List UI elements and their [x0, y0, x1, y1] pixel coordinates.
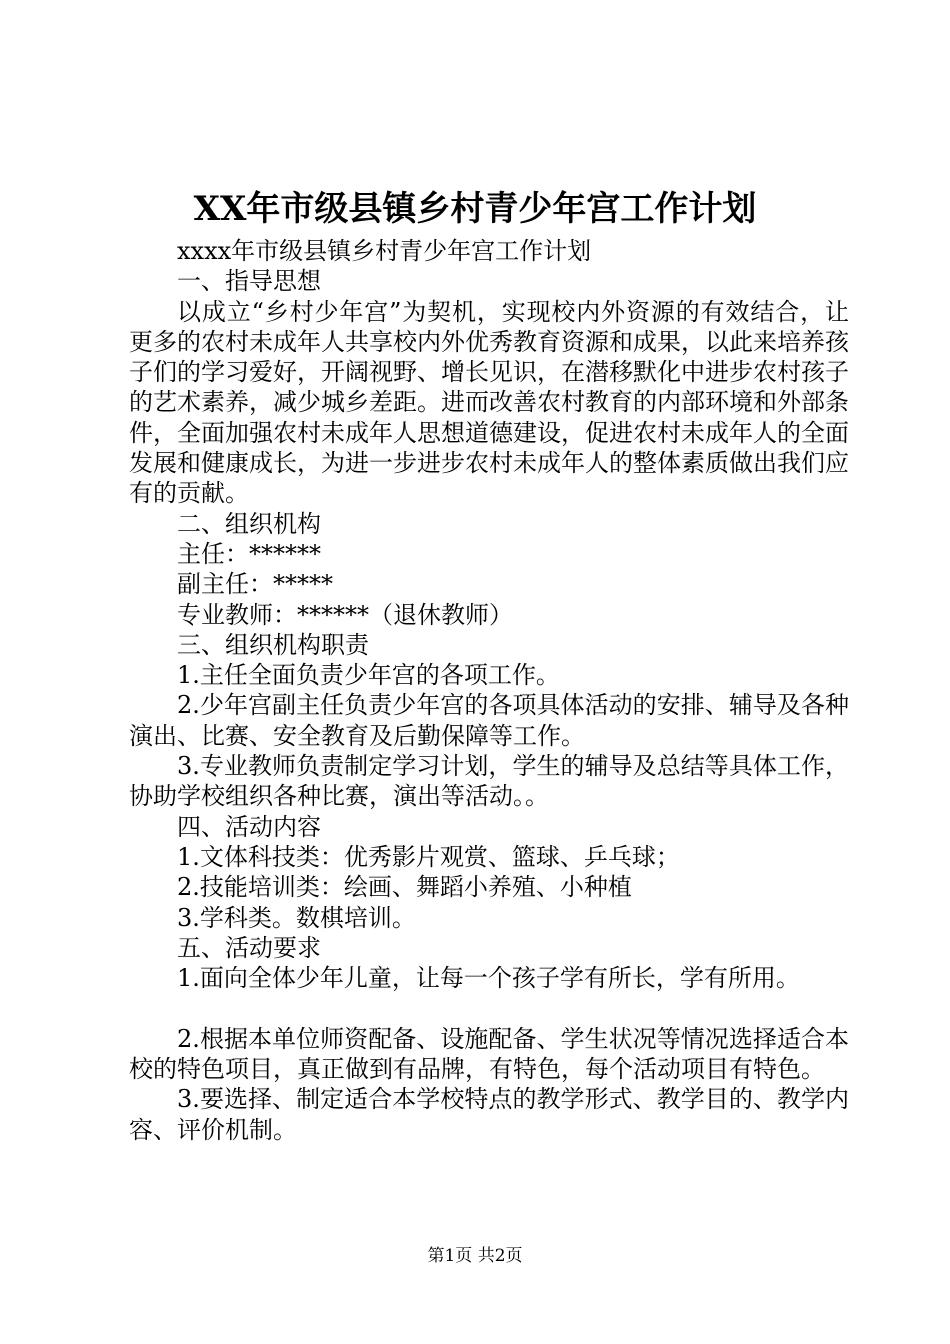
requirement-item: 1.面向全体少年儿童，让每一个孩子学有所长，学有所用。: [177, 964, 800, 993]
section-heading-organization: 二、组织机构: [177, 509, 321, 538]
section-heading-responsibilities: 三、组织机构职责: [177, 630, 369, 659]
blank-line: [129, 993, 849, 1023]
responsibility-item: 3.专业教师负责制定学习计划，学生的辅导及总结等具体工作，协助学校组织各种比赛，演出等活动。。: [129, 752, 849, 811]
document-body: [129, 236, 849, 1145]
organization-deputy-director: 副主任：*****: [177, 570, 333, 599]
requirement-item: 2.根据本单位师资配备、设施配备、学生状况等情况选择适合本校的特色项目，真正做到有品牌，有特色，每个活动项目有特色。: [129, 1024, 849, 1084]
page-title: XX年市级县镇乡村青少年宫工作计划: [193, 189, 757, 229]
activity-item: 3.学科类。数棋培训。: [177, 903, 416, 932]
responsibility-item: 2.少年宫副主任负责少年宫的各项具体活动的安排、辅导及各种演出、比赛、安全教育及后勤保障等工作。: [129, 691, 849, 750]
responsibility-item: 1.主任全面负责少年宫的各项工作。: [177, 661, 560, 690]
organization-teacher: 专业教师：******（退休教师）: [177, 600, 513, 629]
page-footer: 第1页 共2页: [427, 1246, 523, 1266]
guiding-thought-paragraph: 以成立“乡村少年宫”为契机，实现校内外资源的有效结合，让更多的农村未成年人共享校内外优秀教育资源和成果，以此来培养孩子们的学习爱好，开阔视野、增长见识，在潜移默化中进步农村孩子的艺术素养，减少城乡差距。进而改善农村教育的内部环境和外部条件，全面加强农村未成年人思想道德建设，促进农村未成年人的全面发展和健康成长，为进一步进步农村未成年人的整体素质做出我们应有的贡献。: [129, 297, 849, 508]
requirement-item: 3.要选择、制定适合本学校特点的教学形式、教学目的、教学内容、评价机制。: [129, 1085, 849, 1144]
section-heading-activities: 四、活动内容: [177, 812, 321, 841]
activity-item: 2.技能培训类：绘画、舞蹈小养殖、小种植: [177, 873, 632, 902]
section-heading-requirements: 五、活动要求: [177, 933, 321, 962]
activity-item: 1.文体科技类：优秀影片观赏、篮球、乒乓球；: [177, 842, 680, 871]
organization-director: 主任：******: [177, 539, 321, 568]
section-heading-guiding-thought: 一、指导思想: [177, 267, 321, 296]
document-subtitle: xxxx年市级县镇乡村青少年宫工作计划: [177, 237, 592, 265]
